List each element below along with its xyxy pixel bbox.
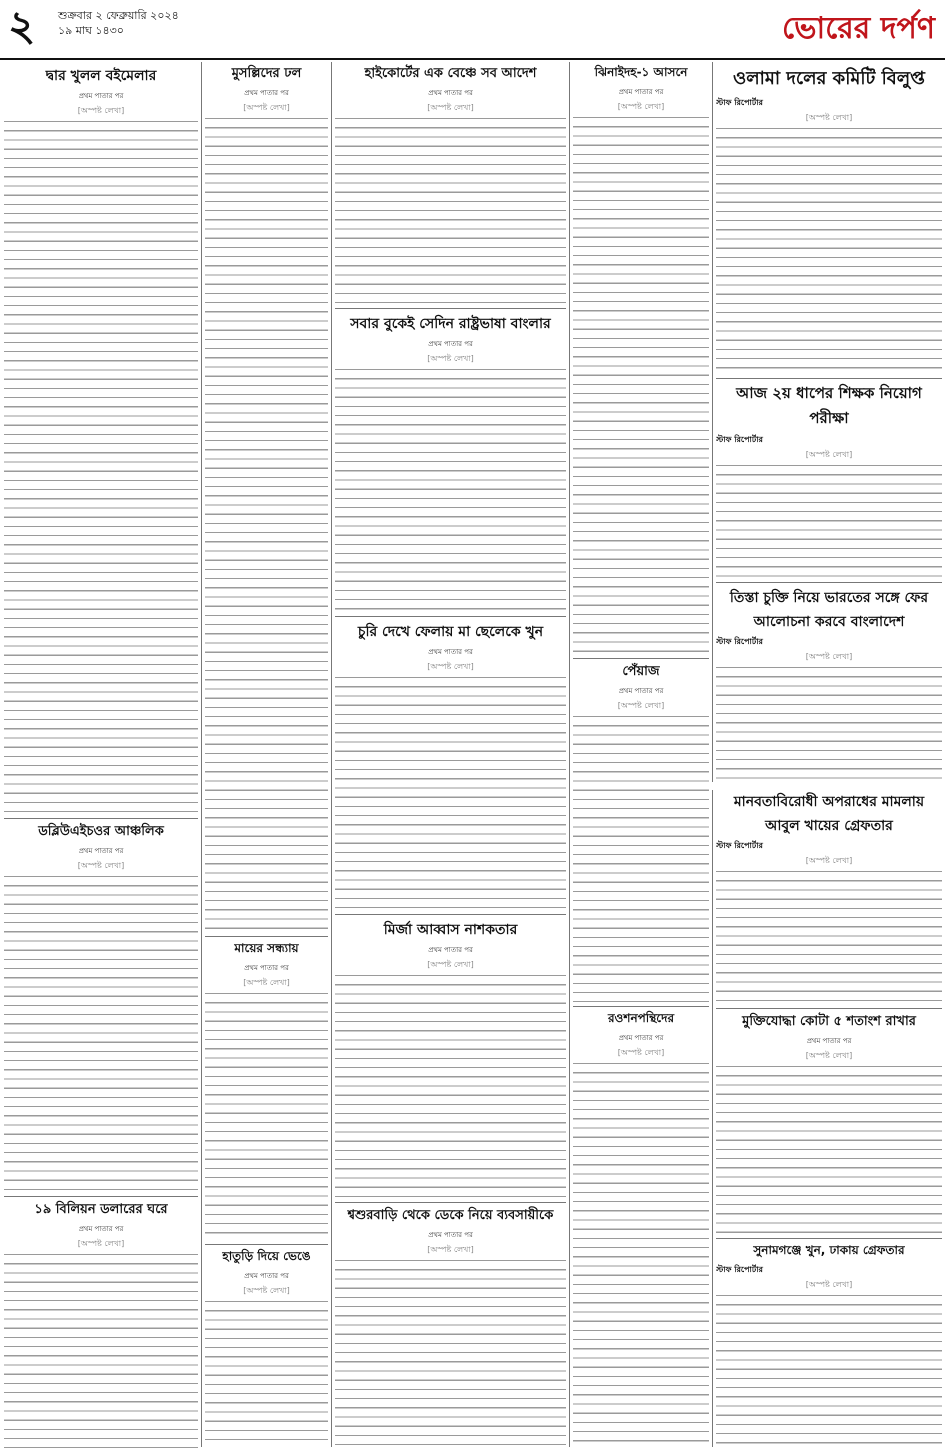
unreadable-note: [অস্পষ্ট লেখা] <box>77 861 125 870</box>
body-text-placeholder <box>205 115 328 932</box>
continued-label: প্রথম পাতার পর <box>618 88 664 96</box>
continued-label: প্রথম পাতার পর <box>428 340 473 348</box>
article-shoshur <box>335 1206 566 1448</box>
continued-label: প্রথম পাতার পর <box>428 946 473 954</box>
article-jhenaidah <box>573 64 709 654</box>
headline: রওশনপন্থিদের <box>607 1011 675 1025</box>
page-header <box>0 0 945 60</box>
unreadable-note: [অস্পষ্ট লেখা] <box>427 103 474 112</box>
article-shikkhok <box>716 382 942 578</box>
article-boimela <box>4 64 198 814</box>
body-text-placeholder <box>716 125 942 374</box>
body-text-placeholder <box>335 674 566 910</box>
continued-label: প্রথম পাতার পর <box>618 687 664 695</box>
unreadable-note: [অস্পষ্ট লেখা] <box>805 113 853 122</box>
article-sunamganj <box>716 1242 942 1448</box>
headline: ডব্লিউএইচওর আঞ্চলিক <box>38 824 164 839</box>
unreadable-note: [অস্পষ্ট লেখা] <box>805 652 853 661</box>
headline: মির্জা আব্বাস নাশকতার <box>383 922 518 938</box>
unreadable-note: [অস্পষ্ট লেখা] <box>243 103 290 112</box>
continued-label: প্রথম পাতার পর <box>428 648 473 656</box>
article-teesta <box>716 586 942 782</box>
headline: মায়ের সন্ধ্যায় <box>234 941 299 955</box>
unreadable-note: [অস্পষ্ট লেখা] <box>617 102 665 111</box>
article-mirza <box>335 918 566 1198</box>
body-text-placeholder <box>205 990 328 1240</box>
continued-label: প্রথম পাতার পর <box>428 89 473 97</box>
body-text-placeholder <box>335 115 566 304</box>
body-text-placeholder <box>716 664 942 782</box>
unreadable-note: [অস্পষ্ট লেখা] <box>427 662 474 671</box>
rule <box>573 1006 709 1007</box>
body-text-placeholder <box>335 972 566 1198</box>
column-rule <box>712 62 713 782</box>
rule <box>205 1244 328 1245</box>
body-text-placeholder <box>335 1257 566 1448</box>
continued-label: প্রথম পাতার পর <box>78 92 124 100</box>
rule <box>4 1196 198 1197</box>
continued-label: প্রথম পাতার পর <box>428 1231 473 1239</box>
headline: হাইকোর্টের এক বেঞ্চে সব আদেশ <box>364 66 537 81</box>
body-text-placeholder <box>335 366 566 612</box>
rule <box>205 936 328 937</box>
column-rule <box>201 62 202 1447</box>
headline: সবার বুকেই সেদিন রাষ্ট্রভাষা বাংলার <box>350 316 551 332</box>
date-gregorian: শুক্রবার ২ ফেব্রুয়ারি ২০২৪ <box>58 9 179 22</box>
unreadable-note: [অস্পষ্ট লেখা] <box>805 1051 853 1060</box>
rule <box>335 308 566 309</box>
headline: ঝিনাইদহ-১ আসনে <box>594 65 688 79</box>
unreadable-note: [অস্পষ্ট লেখা] <box>77 1239 125 1248</box>
unreadable-note: [অস্পষ্ট লেখা] <box>427 354 474 363</box>
headline: তিস্তা চুক্তি নিয়ে ভারতের সঙ্গে ফের আলোচনা করবে বাংলাদেশ <box>729 590 929 630</box>
headline: দ্বার খুলল বইমেলার <box>45 68 157 84</box>
unreadable-note: [অস্পষ্ট লেখা] <box>427 960 474 969</box>
body-text-placeholder <box>716 462 942 578</box>
article-mayer <box>205 940 328 1240</box>
unreadable-note: [অস্পষ্ট লেখা] <box>243 1286 290 1295</box>
date-bangla: ১৯ মাঘ ১৪৩০ <box>58 24 124 37</box>
article-chori <box>335 620 566 910</box>
continued-label: প্রথম পাতার পর <box>806 1037 852 1045</box>
article-peyaj <box>573 662 709 1002</box>
headline: সুনামগঞ্জে খুন, ঢাকায় গ্রেফতার <box>753 1243 905 1257</box>
byline: স্টাফ রিপোর্টার <box>716 841 763 850</box>
article-roushan <box>573 1010 709 1448</box>
rule <box>335 616 566 617</box>
body-text-placeholder <box>716 1063 942 1234</box>
headline: চুরি দেখে ফেলায় মা ছেলেকে খুন <box>357 624 544 640</box>
body-text-placeholder <box>573 1060 709 1448</box>
headline: হাতুড়ি দিয়ে ভেঙে <box>222 1249 311 1263</box>
body-text-placeholder <box>4 873 198 1192</box>
continued-label: প্রথম পাতার পর <box>78 1225 124 1233</box>
byline: স্টাফ রিপোর্টার <box>716 637 763 646</box>
rule <box>335 914 566 915</box>
column-rule <box>331 62 332 1447</box>
page-number: ২ <box>8 1 36 50</box>
headline: ওলামা দলের কমিটি বিলুপ্ত <box>733 68 925 89</box>
article-haturi <box>205 1248 328 1448</box>
headline: আজ ২য় ধাপের শিক্ষক নিয়োগ পরীক্ষা <box>736 384 922 427</box>
body-text-placeholder <box>716 1292 942 1448</box>
article-highcourt <box>335 64 566 304</box>
unreadable-note: [অস্পষ্ট লেখা] <box>805 856 853 865</box>
body-text-placeholder <box>4 1251 198 1448</box>
byline: স্টাফ রিপোর্টার <box>716 98 763 107</box>
rule <box>335 1202 566 1203</box>
article-musulli <box>205 64 328 932</box>
headline: পেঁয়াজ <box>622 664 660 679</box>
byline: স্টাফ রিপোর্টার <box>716 435 763 444</box>
column-rule <box>569 62 570 1447</box>
body-text-placeholder <box>4 118 198 814</box>
headline: মুসল্লিদের ঢল <box>231 66 302 81</box>
article-manobotabirodhi <box>716 790 942 1004</box>
rule <box>716 1008 942 1009</box>
issue-date <box>58 8 179 38</box>
article-muktijoddha <box>716 1012 942 1234</box>
unreadable-note: [অস্পষ্ট লেখা] <box>617 701 665 710</box>
unreadable-note: [অস্পষ্ট লেখা] <box>243 978 290 987</box>
article-rashtrabhasha <box>335 312 566 612</box>
article-who <box>4 822 198 1192</box>
rule <box>716 378 942 379</box>
article-olama <box>716 64 942 374</box>
continued-label: প্রথম পাতার পর <box>244 1272 289 1280</box>
body-text-placeholder <box>573 114 709 654</box>
continued-label: প্রথম পাতার পর <box>78 847 124 855</box>
continued-label: প্রথম পাতার পর <box>244 964 289 972</box>
body-text-placeholder <box>716 868 942 1004</box>
unreadable-note: [অস্পষ্ট লেখা] <box>617 1048 665 1057</box>
headline: শ্বশুরবাড়ি থেকে ডেকে নিয়ে ব্যবসায়ীকে <box>347 1208 554 1223</box>
continued-label: প্রথম পাতার পর <box>618 1034 664 1042</box>
body-text-placeholder <box>573 713 709 1002</box>
masthead-logo <box>725 6 935 50</box>
column-rule <box>712 790 713 1447</box>
article-dollar <box>4 1200 198 1448</box>
rule <box>716 582 942 583</box>
headline: ১৯ বিলিয়ন ডলারের ঘরে <box>34 1202 168 1217</box>
masthead-title: ভোরের দর্পণ <box>782 11 935 46</box>
unreadable-note: [অস্পষ্ট লেখা] <box>427 1245 474 1254</box>
body-text-placeholder <box>205 1298 328 1448</box>
byline: স্টাফ রিপোর্টার <box>716 1265 763 1274</box>
rule <box>573 658 709 659</box>
unreadable-note: [অস্পষ্ট লেখা] <box>805 1280 853 1289</box>
rule <box>716 1238 942 1239</box>
headline: মানবতাবিরোধী অপরাধের মামলায় আবুল খায়ের গ্রেফতার <box>733 794 925 834</box>
unreadable-note: [অস্পষ্ট লেখা] <box>805 450 853 459</box>
rule <box>4 818 198 819</box>
continued-label: প্রথম পাতার পর <box>244 89 289 97</box>
unreadable-note: [অস্পষ্ট লেখা] <box>77 106 125 115</box>
headline: মুক্তিযোদ্ধা কোটা ৫ শতাংশ রাখার <box>742 1014 916 1029</box>
